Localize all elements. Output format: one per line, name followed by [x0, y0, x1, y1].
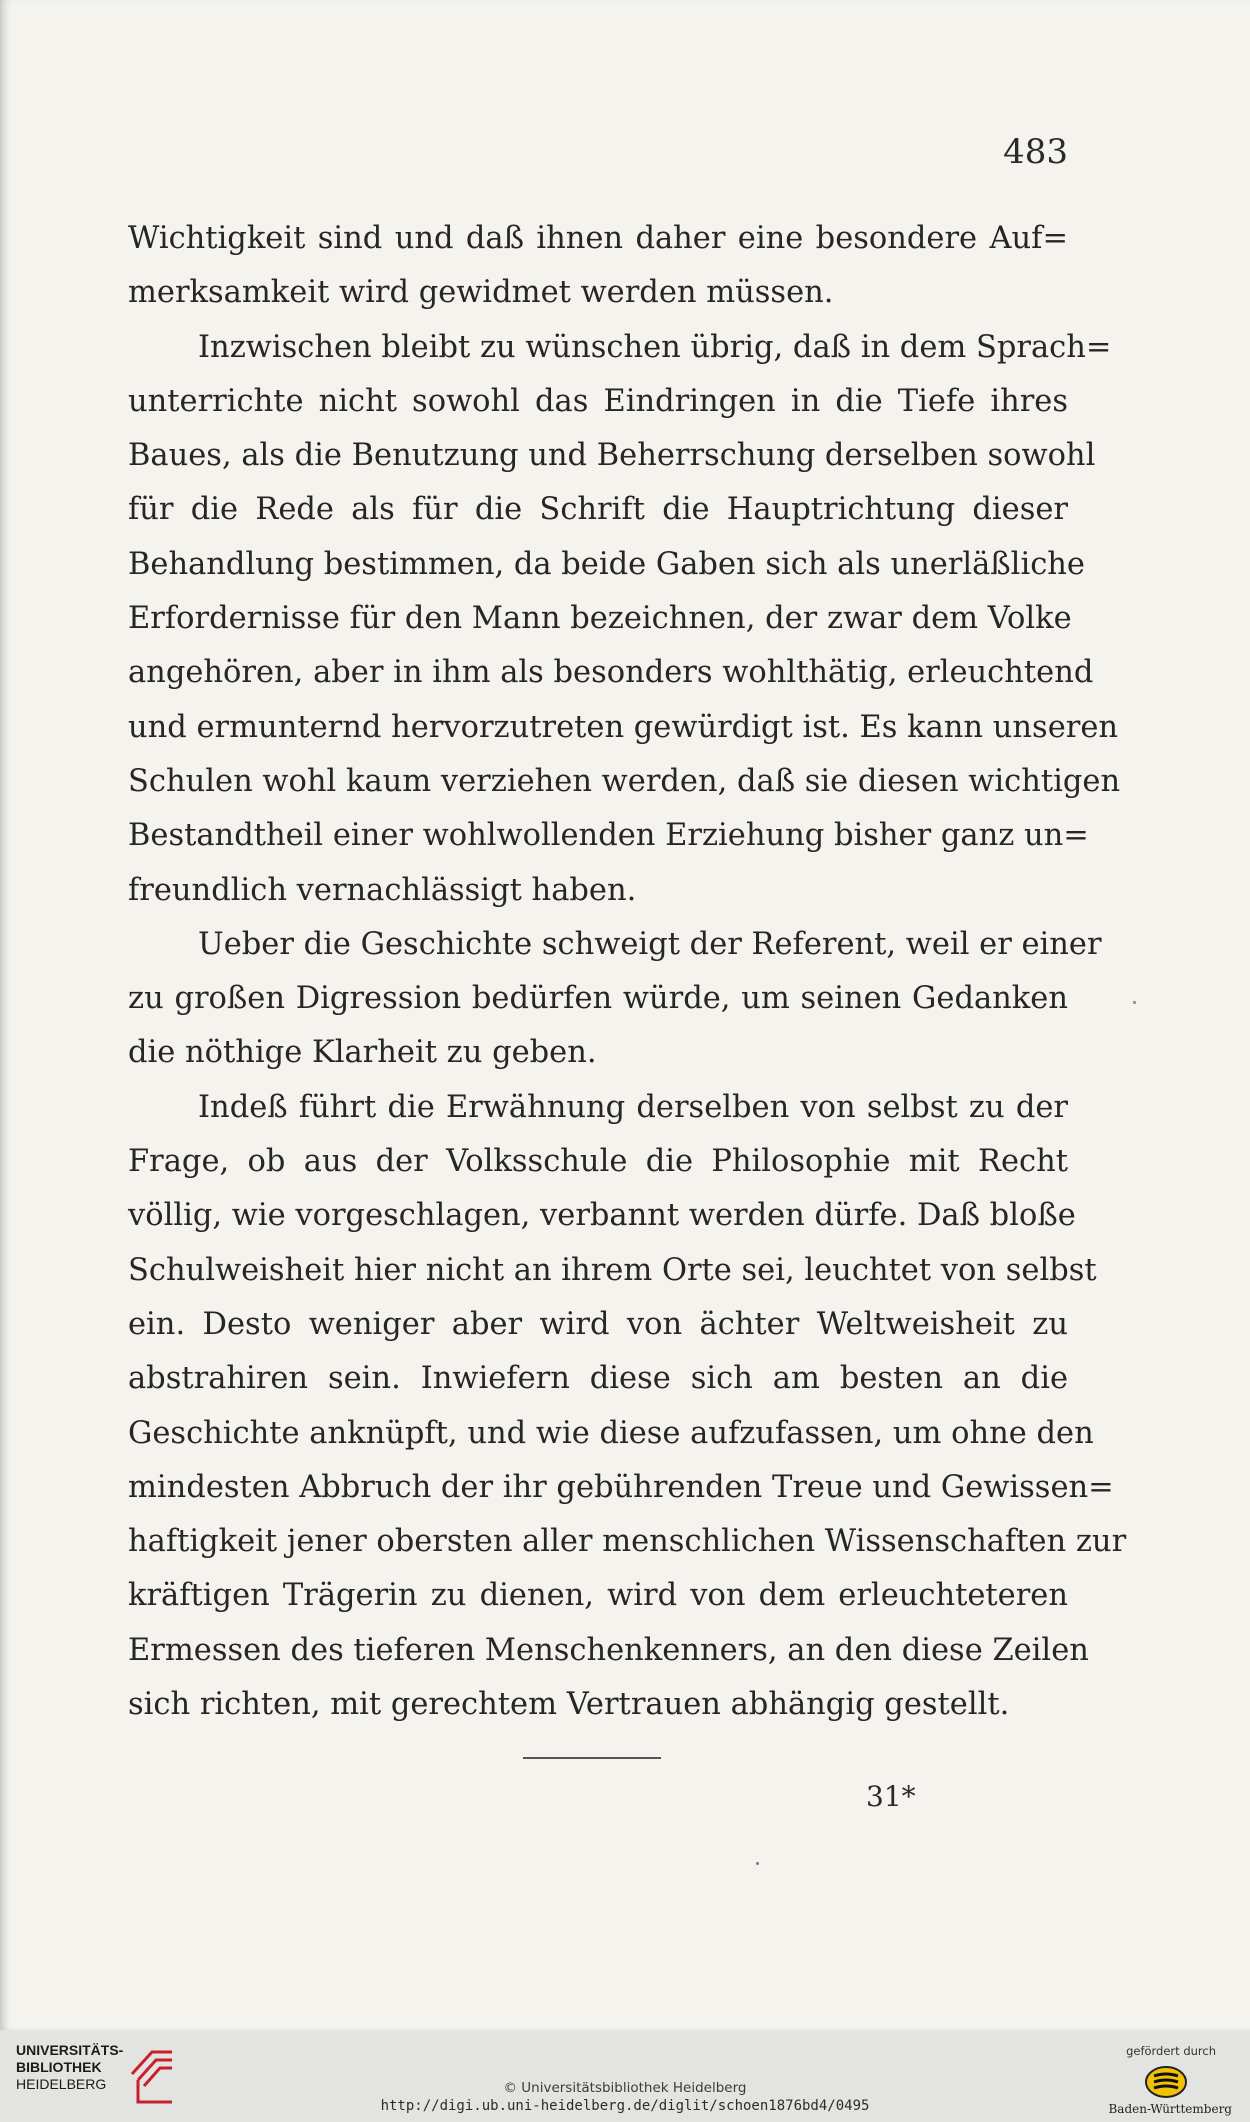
text-line: Ermessen des tieferen Menschenkenners, an den diese Zeilen	[128, 1632, 1089, 1668]
text-line: völlig, wie vorgeschlagen, verbannt werden dürfe. Daß bloße	[128, 1198, 1076, 1234]
viewer-footer	[0, 2030, 1250, 2122]
funder-name: Baden-Württemberg	[1108, 2102, 1232, 2116]
text-line: kräftigen Trägerin zu dienen, wird von dem erleuchteteren	[128, 1578, 1068, 1614]
text-line: Indeß führt die Erwähnung derselben von selbst zu der	[198, 1089, 1068, 1125]
library-name-line1: UNIVERSITÄTS-	[16, 2042, 124, 2058]
text-line: abstrahiren sein. Inwiefern diese sich am besten an die	[128, 1361, 1068, 1397]
text-line: zu großen Digression bedürfen würde, um seinen Gedanken	[128, 981, 1068, 1017]
text-line: Bestandtheil einer wohlwollenden Erziehung bisher ganz un=	[128, 818, 1089, 854]
text-line: und ermunternd hervorzutreten gewürdigt ist. Es kann unseren	[128, 709, 1119, 745]
page-number: 483	[1003, 132, 1068, 172]
text-line: sich richten, mit gerechtem Vertrauen abhängig gestellt.	[128, 1687, 1010, 1723]
state-coat-of-arms-icon	[1144, 2064, 1188, 2100]
library-name-line2: BIBLIOTHEK	[16, 2059, 102, 2075]
text-line: Schulweisheit hier nicht an ihrem Orte sei, leuchtet von selbst	[128, 1252, 1097, 1288]
permalink[interactable]: http://digi.ub.uni-heidelberg.de/diglit/schoen1876bd4/0495	[380, 2098, 870, 2114]
text-line: Behandlung bestimmen, da beide Gaben sich als unerläßliche	[128, 546, 1085, 582]
text-line: haftigkeit jener obersten aller menschlichen Wissenschaften zur	[128, 1524, 1127, 1560]
margin-mark	[1133, 1001, 1136, 1004]
text-line: die nöthige Klarheit zu geben.	[128, 1035, 597, 1071]
library-name-line3: HEIDELBERG	[16, 2076, 107, 2092]
text-line: Baues, als die Benutzung und Beherrschung derselben sowohl	[128, 438, 1096, 474]
text-line: Frage, ob aus der Volksschule die Philosophie mit Recht	[128, 1144, 1068, 1180]
signature-mark: 31*	[866, 1780, 916, 1813]
text-line: ein. Desto weniger aber wird von ächter Weltweisheit zu	[128, 1306, 1068, 1342]
text-line: Inzwischen bleibt zu wünschen übrig, daß in dem Sprach=	[198, 329, 1112, 365]
text-line: angehören, aber in ihm als besonders wohlthätig, erleuchtend	[128, 655, 1094, 691]
speck	[756, 1862, 759, 1865]
funder-caption: gefördert durch	[1126, 2044, 1216, 2058]
text-line: merksamkeit wird gewidmet werden müssen.	[128, 275, 834, 311]
text-line: freundlich vernachlässigt haben.	[128, 872, 637, 908]
body-text	[128, 212, 1127, 1732]
text-line: Ueber die Geschichte schweigt der Referent, weil er einer	[198, 926, 1102, 962]
copyright-text: © Universitätsbibliothek Heidelberg	[503, 2080, 747, 2096]
text-line: für die Rede als für die Schrift die Hauptrichtung dieser	[128, 492, 1068, 528]
text-line: Geschichte anknüpft, und wie diese aufzufassen, um ohne den	[128, 1415, 1094, 1451]
text-line: Schulen wohl kaum verziehen werden, daß sie diesen wichtigen	[128, 763, 1121, 799]
text-line: mindesten Abbruch der ihr gebührenden Treue und Gewissen=	[128, 1469, 1114, 1505]
text-line: unterrichte nicht sowohl das Eindringen in die Tiefe ihres	[128, 383, 1068, 419]
text-line: Erfordernisse für den Mann bezeichnen, der zwar dem Volke	[128, 601, 1072, 637]
text-line: Wichtigkeit sind und daß ihnen daher eine besondere Auf=	[128, 221, 1068, 256]
section-rule	[523, 1757, 661, 1759]
